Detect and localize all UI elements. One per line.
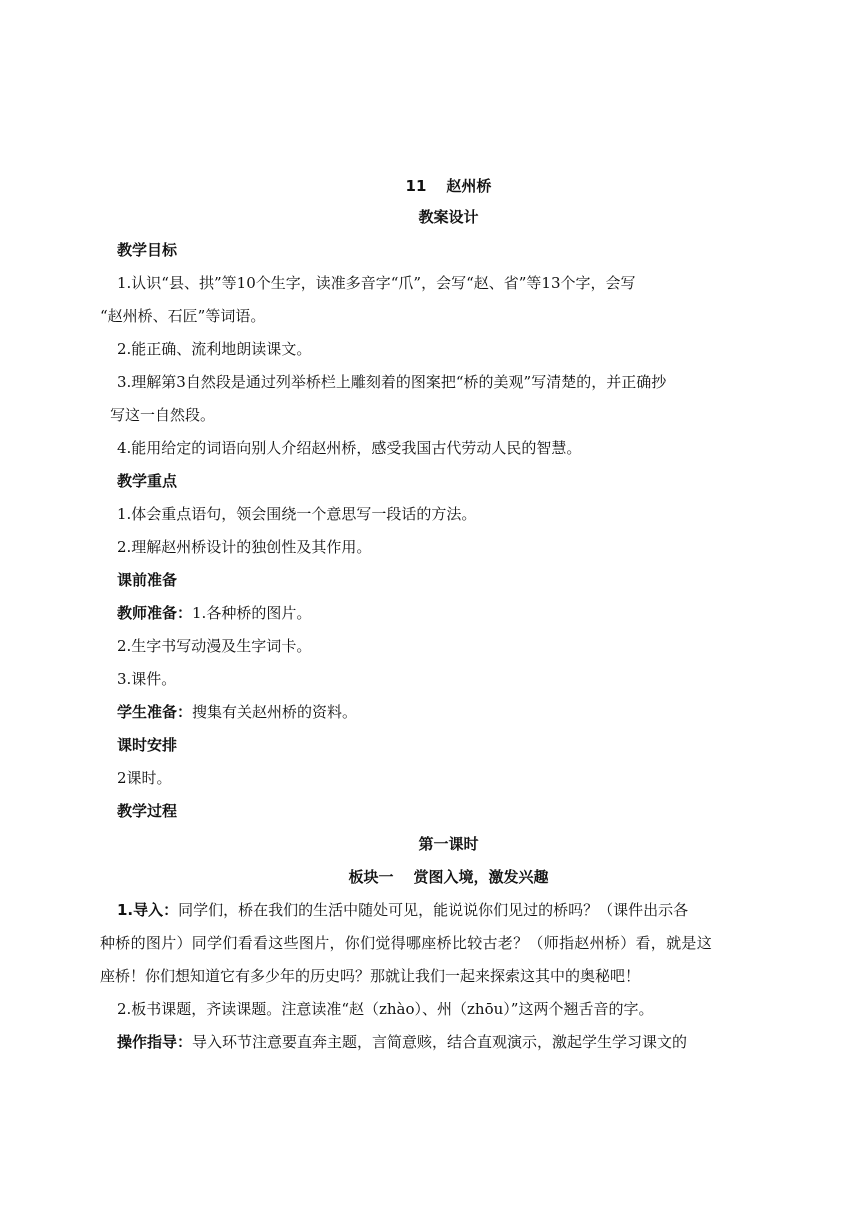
step1-text: 同学们，桥在我们的生活中随处可见，能说说你们见过的桥吗？（课件出示各: [178, 901, 689, 919]
goal-line: 3.理解第3自然段是通过列举桥栏上雕刻着的图案把“桥的美观”写清楚的，并正确抄: [117, 373, 667, 391]
block-title: 赏图入境，激发兴趣: [413, 868, 549, 886]
goal-line: 写这一自然段。: [110, 406, 216, 424]
key-point-line: 1.体会重点语句，领会围绕一个意思写一段话的方法。: [117, 505, 477, 523]
block-label: 板块一: [348, 868, 394, 886]
step1-label: 1.导入：: [117, 901, 179, 919]
guide-line: [117, 1026, 780, 1059]
section-heading-time: 课时安排: [117, 736, 178, 754]
document-page: [100, 170, 780, 1059]
step1-line: 座桥！你们想知道它有多少年的历史吗？那就让我们一起来探索这其中的奥秘吧！: [100, 967, 641, 985]
student-prep: [117, 696, 780, 729]
doc-subtitle: 教案设计: [418, 208, 479, 226]
teacher-prep: [117, 597, 780, 630]
lesson-period-heading: 第一课时: [418, 835, 479, 853]
key-point-line: 2.理解赵州桥设计的独创性及其作用。: [117, 538, 372, 556]
lesson-title: [117, 170, 780, 201]
section-heading-key: 教学重点: [117, 472, 178, 490]
goal-line: 4.能用给定的词语向别人介绍赵州桥，感受我国古代劳动人民的智慧。: [117, 439, 582, 457]
teacher-prep-item: 3.课件。: [117, 670, 177, 688]
section-heading-goals: 教学目标: [117, 241, 178, 259]
guide-label: 操作指导：: [117, 1033, 193, 1051]
guide-text: 导入环节注意要直奔主题，言简意赅，结合直观演示，激起学生学习课文的: [192, 1033, 688, 1051]
block-heading: [117, 861, 780, 894]
section-heading-process: 教学过程: [117, 802, 178, 820]
lesson-name: 赵州桥: [446, 177, 492, 195]
teacher-prep-item: 2.生字书写动漫及生字词卡。: [117, 637, 312, 655]
teacher-prep-label: 教师准备：: [117, 604, 193, 622]
student-prep-label: 学生准备：: [117, 703, 193, 721]
section-heading-prep: 课前准备: [117, 571, 178, 589]
time-value: 2课时。: [117, 769, 172, 787]
step2-line: 2.板书课题，齐读课题。注意读准“赵（zhào）、州（zhōu）”这两个翘舌音的字。: [117, 1000, 654, 1018]
lesson-number: 11: [405, 177, 427, 195]
step1-line: [117, 894, 780, 927]
goal-line: “赵州桥、石匠”等词语。: [100, 307, 266, 325]
goal-line: 1.认识“县、拱”等10个生字，读准多音字“爪”，会写“赵、省”等13个字，会写: [117, 274, 636, 292]
goal-line: 2.能正确、流利地朗读课文。: [117, 340, 312, 358]
step1-line: 种桥的图片）同学们看看这些图片，你们觉得哪座桥比较古老？（师指赵州桥）看，就是这: [100, 934, 713, 952]
student-prep-text: 搜集有关赵州桥的资料。: [192, 703, 358, 721]
teacher-prep-item: 1.各种桥的图片。: [192, 604, 312, 622]
